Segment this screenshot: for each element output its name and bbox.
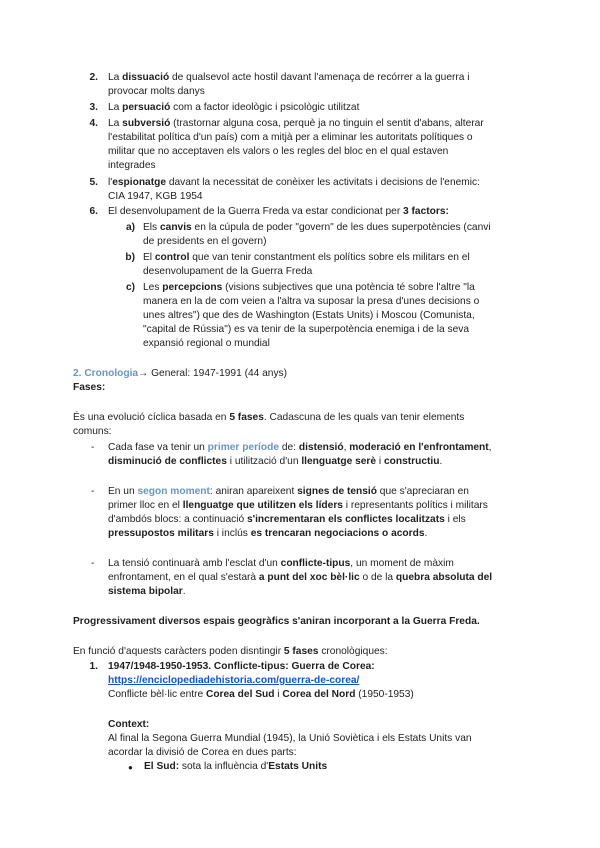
sublist-letter: c) [125, 282, 135, 293]
phase-1-link[interactable] [108, 674, 359, 688]
context-line-1: Al final la Segona Guerra Mundial (1945), la Unió Soviètica i els Estats Units van [108, 733, 472, 744]
factor-a-line-1: Els canvis en la cúpula de poder "govern" de les dues superpotències (canvi [143, 222, 491, 233]
list-item-3-line-1: La persuació com a factor ideològic i psicològic utilitzat [108, 102, 360, 113]
dash-bullet: - [91, 486, 95, 497]
south-korea-item: El Sud: sota la influència d'Estats Units [144, 761, 328, 772]
context-line-2: acordar la divisió de Corea en dues parts: [108, 747, 297, 758]
phase-1-title: 1947/1948-1950-1953. Conflicte-tipus: Guerra de Corea: [108, 661, 375, 672]
factor-c-line-4: "capital de Rússia") es va tenir de la superpotència enemiga i de la seva [143, 324, 470, 335]
bullet-3-line-3: sistema bipolar. [108, 586, 186, 597]
bullet-2-line-4: pressupostos militars i inclús es trencaran negociacions o acords. [108, 528, 428, 539]
funcio-line: En funció d'aquests caràcters poden disntingir 5 fases cronològiques: [73, 646, 388, 657]
list-item-4-line-3: militar que no acceptaven els valors o les regles del bloc en el qual estaven [108, 146, 449, 157]
sublist-letter: b) [125, 252, 135, 263]
intro-line-1: És una evolució cíclica basada en 5 fases. Cadascuna de les quals van tenir elements [73, 412, 465, 423]
list-number: 5. [89, 177, 98, 188]
dash-bullet: - [91, 558, 95, 569]
factor-c-line-5: expansió regional o mundial [143, 338, 270, 349]
phase-1-conflict: Conflicte bèl·lic entre Corea del Sud i Corea del Nord (1950-1953) [108, 689, 414, 700]
list-item-6-line-1: El desenvolupament de la Guerra Freda va estar condicionat per 3 factors: [108, 206, 449, 217]
progress-statement: Progressivament diversos espais geogràfics s'aniran incorporant a la Guerra Freda. [73, 616, 480, 627]
list-item-4-line-4: integrades [108, 160, 156, 171]
list-number: 2. [89, 72, 98, 83]
context-label: Context: [108, 719, 150, 730]
bullet-3-line-1: La tensió continuarà amb l'esclat d'un conflicte-tipus, un moment de màxim [108, 558, 454, 569]
list-number: 4. [89, 118, 98, 129]
list-item-2-line-1: La dissuació de qualsevol acte hostil davant l'amenaça de recórrer a la guerra i [108, 72, 470, 83]
bullet-dot: ● [128, 763, 133, 772]
list-number: 3. [89, 102, 98, 113]
factor-a-line-2: de presidents en el govern) [143, 236, 267, 247]
bullet-3-line-2: enfrontament, en el qual s'estarà a punt del xoc bèl·lic o de la quebra absoluta del [108, 572, 493, 583]
list-number: 1. [89, 661, 98, 672]
sublist-letter: a) [125, 222, 135, 233]
factor-c-line-2: manera en la de com veien a l'altra va suposar la presa d'unes decisions o [143, 296, 480, 307]
bullet-2-line-2: primer lloc en el llenguatge que utilitzen els líders i representants polítics i militars [108, 500, 488, 511]
factor-c-line-3: unes altres") que des de Washington (Estats Units) i Moscou (Comunista, [143, 310, 475, 321]
fases-label: Fases: [73, 382, 106, 393]
list-item-4-line-1: La subversió (trastornar alguna cosa, perquè ja no tinguin el sentit d'abans, alterar [108, 118, 484, 129]
korea-war-link[interactable]: https://enciclopediadehistoria.com/guerra-de-corea/ [108, 675, 360, 686]
factor-b-line-1: El control que van tenir constantment els polítics sobre els militars en el [143, 252, 470, 263]
list-item-2-line-2: provocar molts danys [108, 86, 205, 97]
bullet-1-line-2: disminució de conflictes i utilització d'un llenguatge serè i constructiu. [108, 456, 443, 467]
section-heading: 2. Cronologia→ General: 1947-1991 (44 anys) [73, 368, 288, 379]
factor-b-line-2: desenvolupament de la Guerra Freda [143, 266, 313, 277]
list-item-4-line-2: l'estabilitat política d'un país) com a mitjà per a eliminar les autoritats polítiques o [108, 132, 473, 143]
bullet-2-line-3: d'ambdós blocs: a continuació s'incrementaran els conflictes localitzats i els [108, 514, 466, 525]
dash-bullet: - [91, 442, 95, 453]
intro-line-2: comuns: [73, 426, 112, 437]
bullet-1-line-1: Cada fase va tenir un primer període de: distensió, moderació en l'enfrontament, [108, 442, 492, 453]
list-item-5-line-2: CIA 1947, KGB 1954 [108, 191, 203, 202]
bullet-2-line-1: En un segon moment: aniran apareixent signes de tensió que s'apreciaran en [108, 486, 469, 497]
factor-c-line-1: Les percepcions (visions subjectives que una potència té sobre l'altre "la [143, 282, 475, 293]
list-item-5-line-1: l'espionatge davant la necessitat de conèixer les activitats i decisions de l'enemic: [108, 177, 480, 188]
list-number: 6. [89, 206, 98, 217]
